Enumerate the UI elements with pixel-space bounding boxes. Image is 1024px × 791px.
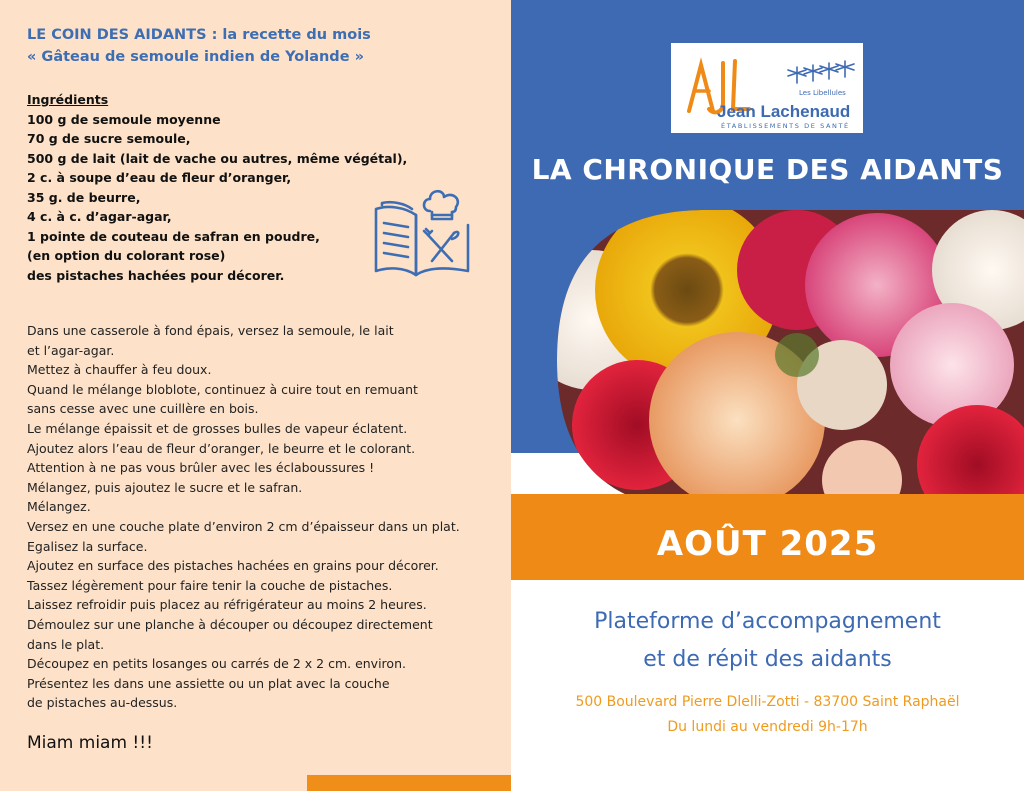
recipe-title xyxy=(27,24,371,68)
svg-text:ÉTABLISSEMENTS DE SANTÉ: ÉTABLISSEMENTS DE SANTÉ xyxy=(721,122,850,130)
platform-line1: Plateforme d’accompagnement xyxy=(594,609,941,634)
chronicle-title: LA CHRONIQUE DES AIDANTS xyxy=(531,153,1004,186)
step-line: et l’agar-agar. xyxy=(27,342,115,358)
recipe-panel xyxy=(0,0,511,791)
ingredient-item: 70 g de sucre semoule, xyxy=(27,131,191,146)
logo xyxy=(671,43,863,133)
step-line: Ajoutez en surface des pistaches hachées en grains pour décorer. xyxy=(27,558,439,574)
step-line: Tassez légèrement pour faire tenir la couche de pistaches. xyxy=(27,577,393,593)
recipe-book-chef-icon xyxy=(372,183,472,279)
step-line: Egalisez la surface. xyxy=(27,538,148,554)
step-line: Attention à ne pas vous brûler avec les éclaboussures ! xyxy=(27,460,375,476)
cover-panel xyxy=(511,0,1024,791)
ingredient-item: 100 g de semoule moyenne xyxy=(27,111,221,127)
dragonflies-icon xyxy=(788,61,854,83)
step-line: sans cesse avec une cuillère en bois. xyxy=(27,401,259,417)
ingredient-item: (en option du colorant rose) xyxy=(27,248,226,263)
issue-month: AOÛT 2025 xyxy=(656,524,879,564)
ingredient-item: 4 c. à c. d’agar-agar, xyxy=(27,209,172,224)
step-line: Versez en une couche plate d’environ 2 cm d’épaisseur dans un plat. xyxy=(27,518,460,534)
ingredient-item: 2 c. à soupe d’eau de fleur d’oranger, xyxy=(27,170,292,185)
platform-line2: et de répit des aidants xyxy=(643,647,892,672)
closing-text: Miam miam !!! xyxy=(27,733,153,753)
step-line: Ajoutez alors l’eau de fleur d’oranger, le beurre et le colorant. xyxy=(27,440,416,456)
recipe-title-line2: « Gâteau de semoule indien de Yolande » xyxy=(27,49,364,65)
ingredient-item: des pistaches hachées pour décorer. xyxy=(27,267,285,283)
step-line: dans le plat. xyxy=(27,636,105,652)
contact-info xyxy=(511,690,1024,740)
svg-text:Les Libellules: Les Libellules xyxy=(799,89,846,97)
step-line: Le mélange épaissit et de grosses bulles de vapeur éclatent. xyxy=(27,420,408,436)
recipe-title-line1: LE COIN DES AIDANTS : la recette du mois xyxy=(27,27,371,43)
step-line: Dans une casserole à fond épais, versez la semoule, le lait xyxy=(27,323,394,338)
ingredients-heading: Ingrédients xyxy=(27,92,109,107)
platform-name xyxy=(511,603,1024,679)
ingredient-item: 500 g de lait (lait de vache ou autres, même végétal), xyxy=(27,150,408,166)
step-line: Mettez à chauffer à feu doux. xyxy=(27,362,212,378)
svg-text:Jean Lachenaud: Jean Lachenaud xyxy=(717,102,851,121)
opening-hours: Du lundi au vendredi 9h-17h xyxy=(667,719,868,735)
step-line: Quand le mélange bloblote, continuez à cuire tout en remuant xyxy=(27,381,418,397)
step-line: Mélangez. xyxy=(27,499,91,515)
ingredient-item: 1 pointe de couteau de safran en poudre, xyxy=(27,228,320,244)
step-line: Présentez les dans une assiette ou un plat avec la couche xyxy=(27,675,390,691)
flowers-photo xyxy=(557,210,1024,510)
ingredients-list xyxy=(27,90,407,285)
step-line: Mélangez, puis ajoutez le sucre et le safran. xyxy=(27,479,303,495)
step-line: Découpez en petits losanges ou carrés de 2 x 2 cm. environ. xyxy=(27,656,406,672)
ingredient-item: 35 g. de beurre, xyxy=(27,189,141,205)
step-line: Laissez refroidir puis placez au réfrigérateur au moins 2 heures. xyxy=(27,597,427,613)
step-line: Démoulez sur une planche à découper ou découpez directement xyxy=(27,616,433,632)
orange-accent-strip xyxy=(307,775,511,791)
address-text: 500 Boulevard Pierre Dlelli-Zotti - 83700 Saint Raphaël xyxy=(575,694,960,710)
step-line: de pistaches au-dessus. xyxy=(27,695,178,711)
recipe-steps xyxy=(27,321,460,713)
